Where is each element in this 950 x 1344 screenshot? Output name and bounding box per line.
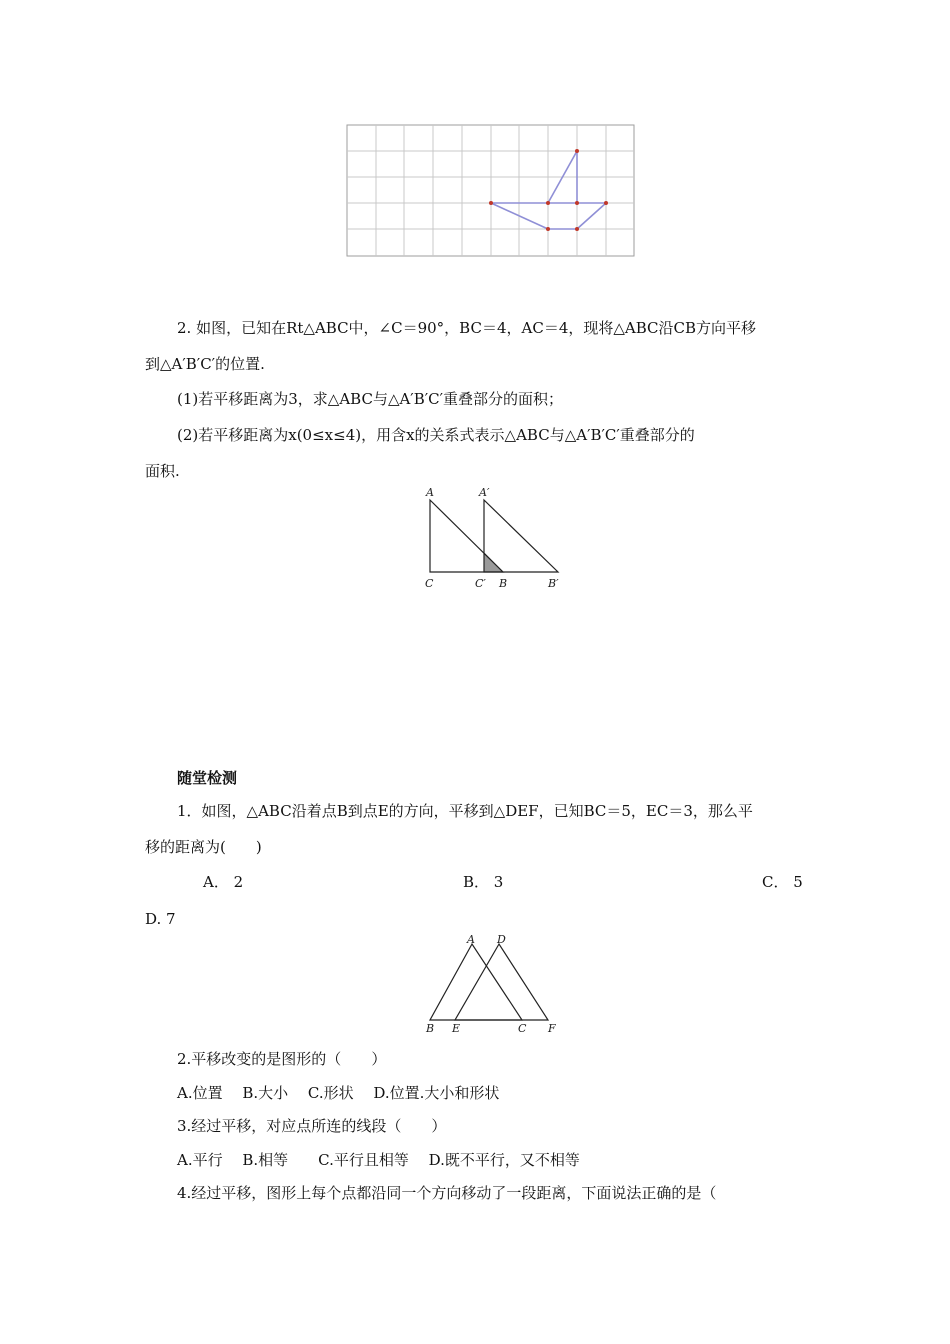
- quiz-q3-options: A.平行 B.相等 C.平行且相等 D.既不平行，又不相等: [177, 1151, 580, 1169]
- label-C: C: [425, 577, 434, 590]
- label-A-prime: A′: [479, 486, 490, 499]
- quiz-q1-option-b: B． 3: [463, 873, 504, 891]
- label-A: A: [467, 933, 475, 946]
- triangle-translation-figure: [420, 485, 570, 593]
- triangle-def: [455, 944, 548, 1020]
- q2-sub2: (2)若平移距离为x(0≤x≤4)，用含x的关系式表示△ABC与△A′B′C′重叠部分的: [177, 426, 695, 444]
- triangle-abc-def-figure: [420, 932, 570, 1032]
- triangle-abc: [430, 500, 503, 572]
- label-B: B: [426, 1022, 435, 1032]
- grid-lines: [347, 125, 634, 256]
- label-B: B: [499, 577, 508, 590]
- triangle-abc: [430, 944, 522, 1020]
- label-A: A: [426, 486, 434, 499]
- label-C: C: [518, 1022, 527, 1032]
- section-title: 随堂检测: [177, 769, 238, 787]
- label-F: F: [548, 1022, 556, 1032]
- quiz-q3: 3.经过平移，对应点所连的线段（ ）: [177, 1117, 447, 1135]
- q2-text-line1: 2. 如图，已知在Rt△ABC中，∠C＝90°，BC＝4，AC＝4，现将△ABC沿CB方向平移: [177, 319, 757, 337]
- q2-sub1: (1)若平移距离为3，求△ABC与△A′B′C′重叠部分的面积；: [177, 390, 564, 408]
- quiz-q4: 4.经过平移，图形上每个点都沿同一个方向移动了一段距离，下面说法正确的是（: [177, 1184, 717, 1202]
- label-C-prime: C′: [475, 577, 486, 590]
- triangle-a-prime: [484, 500, 558, 572]
- label-E: E: [452, 1022, 461, 1032]
- q2-text-line2: 到△A′B′C′的位置.: [145, 355, 265, 373]
- quiz-q2: 2.平移改变的是图形的（ ）: [177, 1050, 387, 1068]
- quiz-q1-line2: 移的距离为( ): [145, 838, 262, 856]
- boat-grid-figure: [346, 124, 636, 258]
- quiz-q1-line1: 1．如图，△ABC沿着点B到点E的方向，平移到△DEF，已知BC＝5，EC＝3，那么平: [177, 802, 753, 820]
- quiz-q2-options: A.位置 B.大小 C.形状 D.位置.大小和形状: [177, 1084, 500, 1102]
- label-D: D: [497, 933, 506, 946]
- quiz-q1-option-d: D. 7: [145, 910, 176, 928]
- quiz-q1-option-c: C． 5: [762, 873, 803, 891]
- label-B-prime: B′: [548, 577, 559, 590]
- quiz-q1-option-a: A． 2: [203, 873, 244, 891]
- q2-sub2-cont: 面积.: [145, 462, 180, 480]
